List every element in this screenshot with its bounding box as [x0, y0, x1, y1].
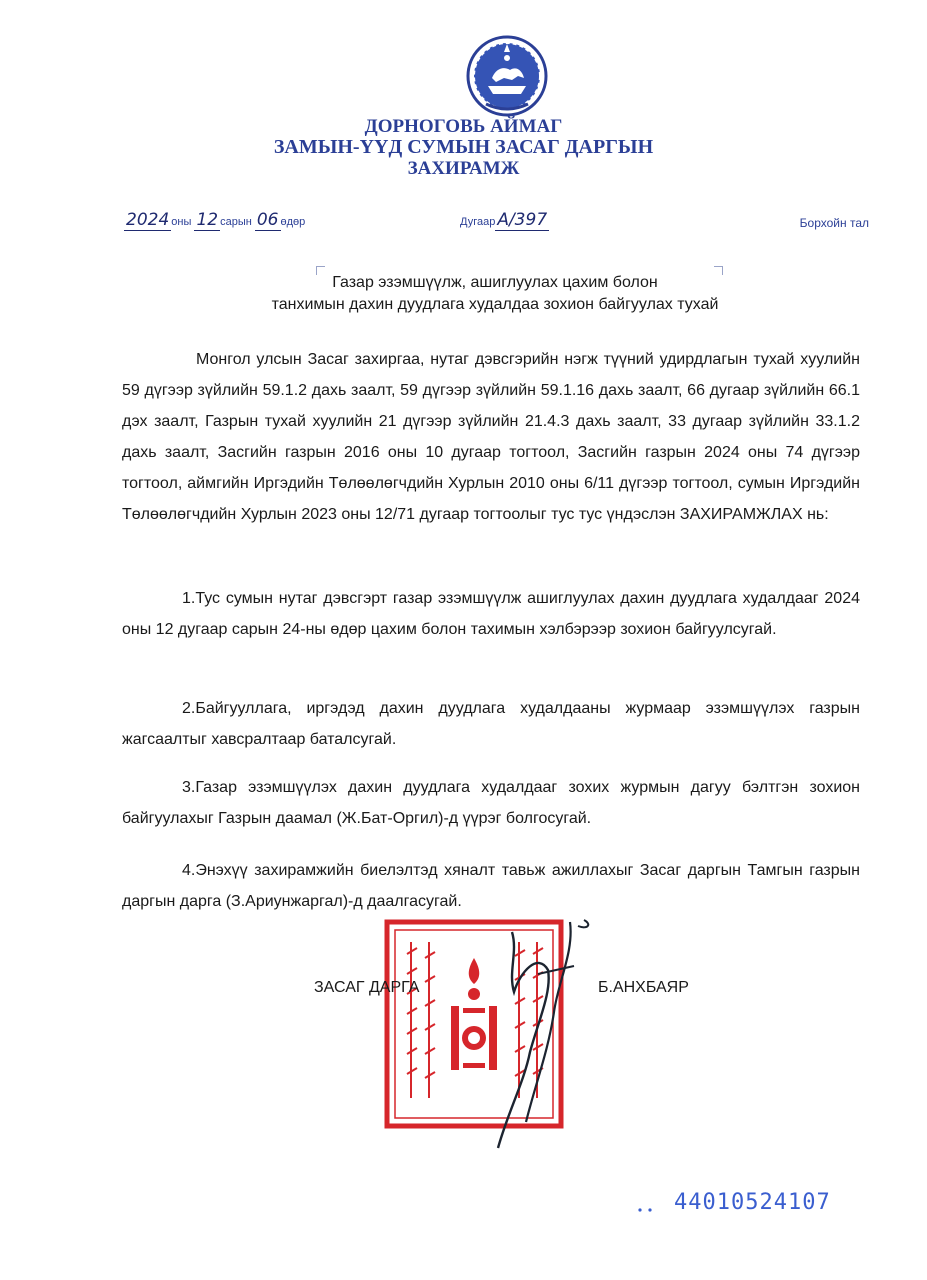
registration-number: 44010524107 — [674, 1190, 831, 1215]
header-governor-office: ЗАМЫН-ҮҮД СУМЫН ЗАСАГ ДАРГЫН — [273, 136, 654, 158]
state-emblem-icon — [466, 34, 548, 118]
document-number-field — [460, 210, 549, 230]
preamble-paragraph: Монгол улсын Засаг захиргаа, нутаг дэвсгэрийн нэгж түүний удирдлагын тухай хуулийн 59 дүгээр зүйлийн 59.1.2 дахь заалт, 59 дүгээр зүйлийн 59.1.16 дахь заалт, 66 дугаар зүйлийн 66.1 дэх заалт, Газрын тухай хуулийн 21 дүгээр зүйлийн 21.4.3 дахь заалт, 33 дугаар зүйлийн 33.1.2 дахь заалт, Засгийн газрын 2016 оны 10 дугаар тогтоол, Засгийн газрын 2024 оны 74 дүгээр тогтоол, аймгийн Иргэдийн Төлөөлөгчдийн Хурлын 2010 оны 6/11 дүгээр тогтоол, сумын Иргэдийн Төлөөлөгчдийн Хурлын 2023 оны 12/71 дугаар тогтоолыг тус тус үндэслэн ЗАХИРАМЖЛАХ нь: — [122, 351, 860, 523]
signatory-title: ЗАСАГ ДАРГА — [314, 979, 420, 996]
handwritten-signature — [478, 912, 608, 1152]
date-year-suffix: оны — [171, 216, 192, 228]
signatory-name: Б.АНХБАЯР — [598, 979, 689, 996]
subject-title — [230, 272, 760, 316]
date-month: 12 — [196, 210, 219, 230]
number-label: Дугаар — [460, 216, 496, 228]
order-item-4: 4.Энэхүү захирамжийн биелэлтэд хяналт тавьж ажиллахыг Засаг даргын Тамгын газрын даргын дарга (З.Ариунжаргал)-д даалгасугай. — [122, 862, 860, 910]
place-name: Борхойн тал — [799, 216, 869, 230]
date-year: 2024 — [126, 210, 170, 230]
document-type-title: ЗАХИРАМЖ — [407, 158, 520, 179]
date-day: 06 — [256, 210, 279, 230]
order-item-2: 2.Байгууллага, иргэдэд дахин дуудлага худалдааны журмаар эзэмшүүлэх газрын жагсаалтыг хавсралтаар баталсугай. — [122, 700, 860, 748]
date-month-suffix: сарын — [220, 216, 252, 228]
date-day-suffix: өдөр — [280, 216, 306, 228]
header-province: ДОРНОГОВЬ АЙМАГ — [364, 116, 563, 137]
date-field — [124, 210, 305, 230]
subject-line-2: танхимын дахин дуудлага худалдаа зохион байгуулах тухай — [271, 296, 719, 313]
order-item-3: 3.Газар эзэмшүүлэх дахин дуудлага худалдааг зохих журмын дагуу бэлтгэн зохион байгуулахыг Газрын даамал (Ж.Бат-Оргил)-д үүрэг болгосугай. — [122, 779, 860, 827]
reg-dots-icon — [638, 1208, 662, 1212]
subject-line-1: Газар эзэмшүүлж, ашиглуулах цахим болон — [332, 274, 658, 291]
order-item-1: 1.Тус сумын нутаг дэвсгэрт газар эзэмшүүлж ашиглуулах дахин дуудлага худалдааг 2024 оны 12 дугаар сарын 24-ны өдөр цахим болон тахимын хэлбэрээр зохион байгуулсугай. — [122, 590, 860, 638]
document-number: А/397 — [497, 210, 548, 230]
